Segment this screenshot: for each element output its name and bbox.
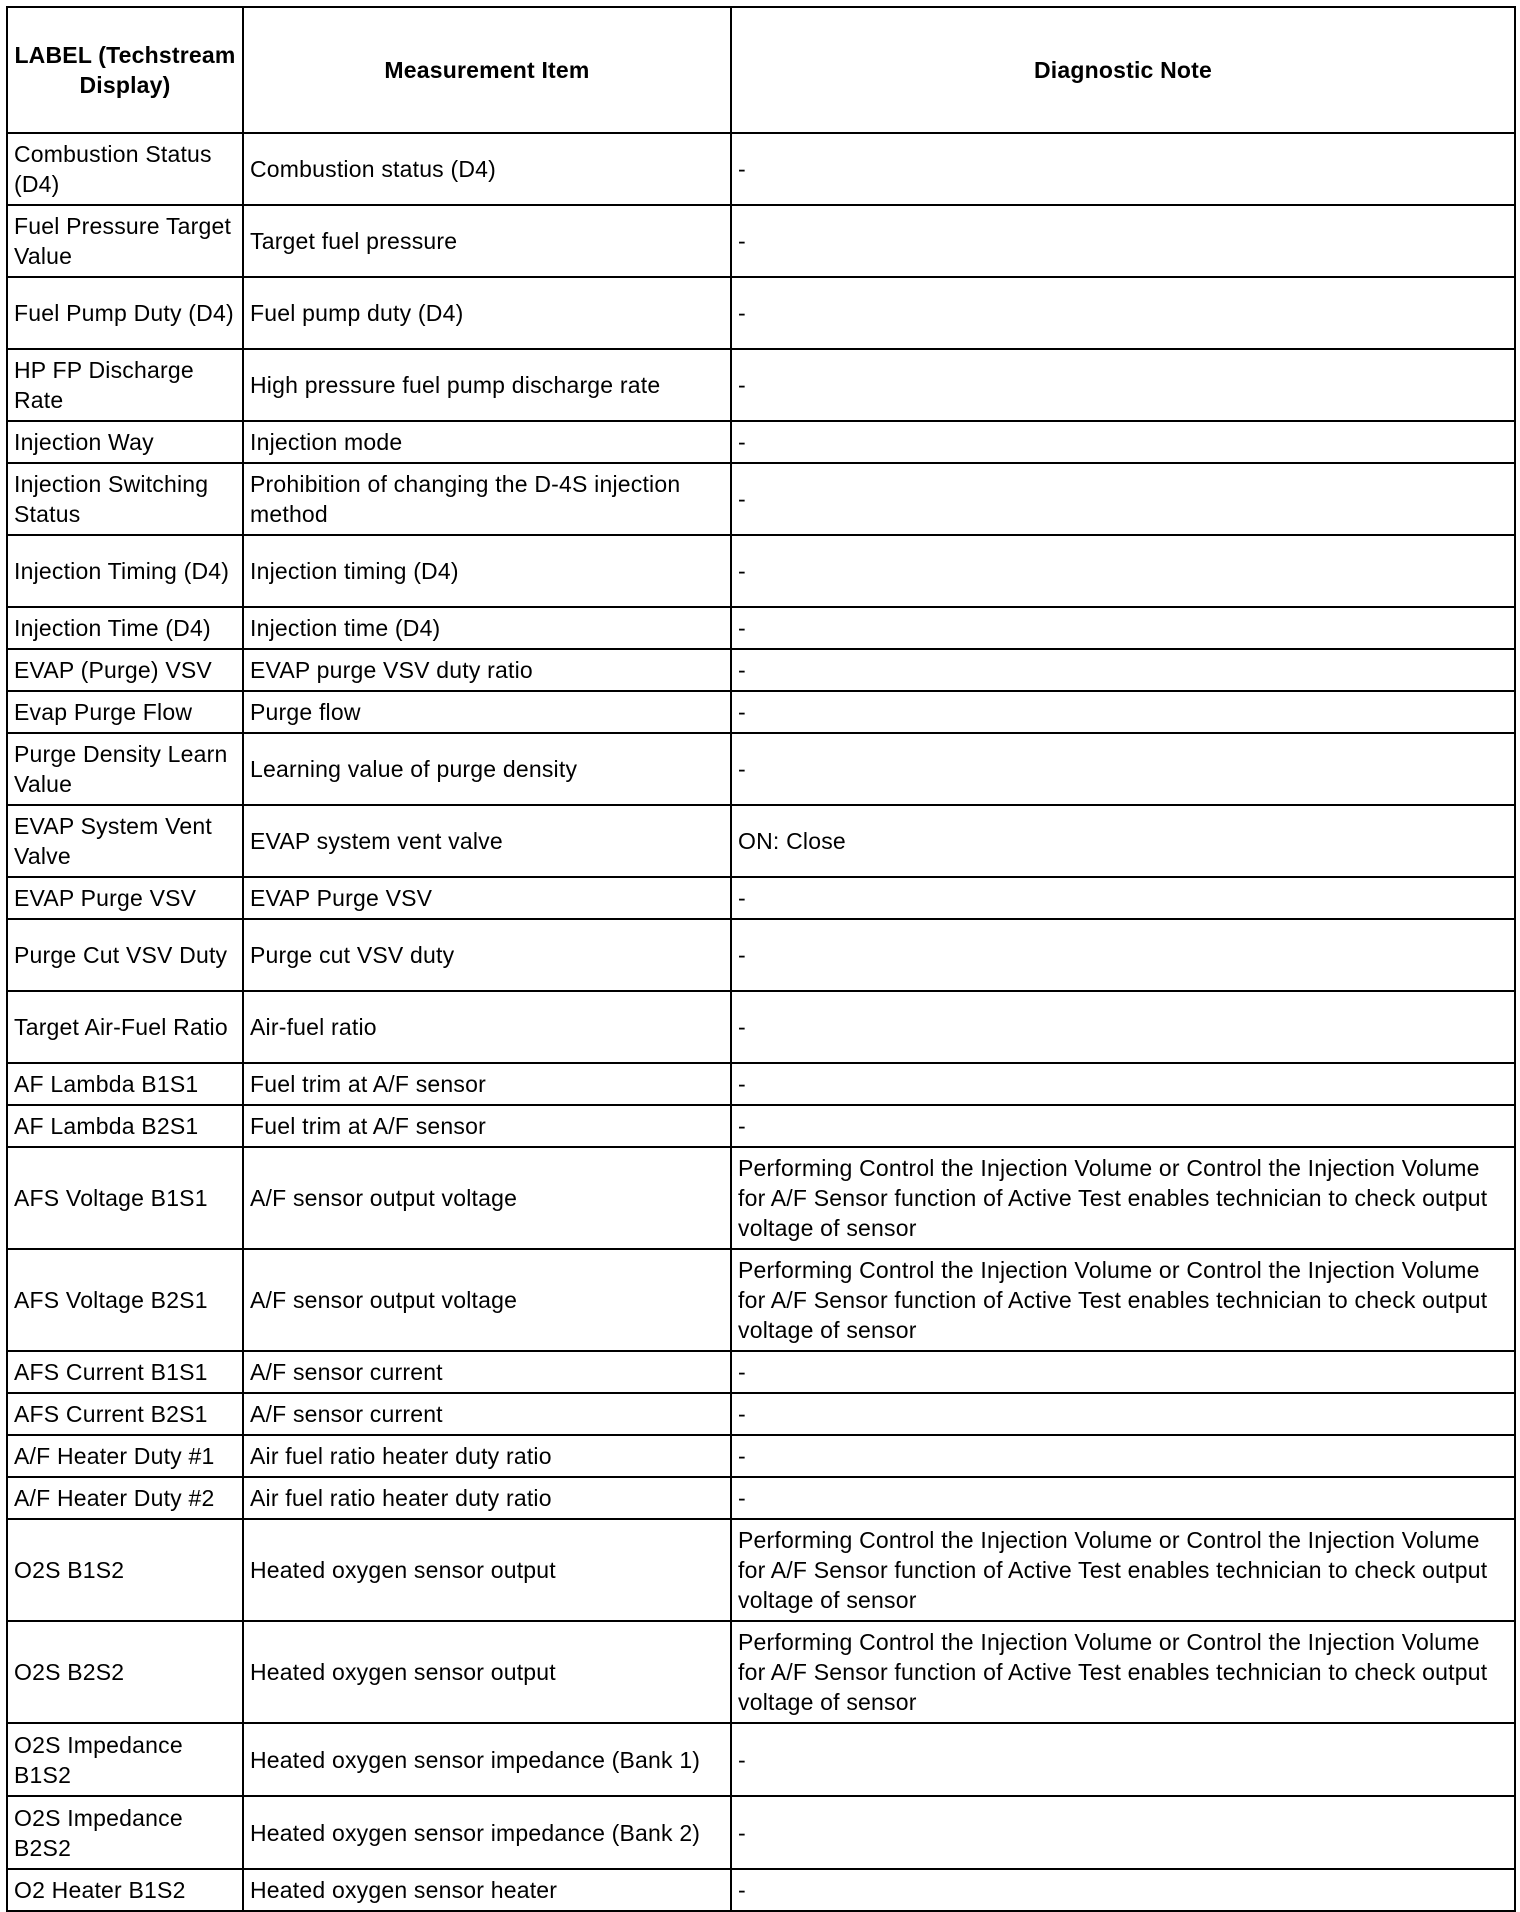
- table-row: [7, 1351, 1515, 1393]
- table-row: [7, 1063, 1515, 1105]
- measurement-item-cell: Air fuel ratio heater duty ratio: [243, 1477, 731, 1519]
- label-cell: Target Air-Fuel Ratio: [7, 991, 243, 1063]
- table-row: [7, 1249, 1515, 1351]
- label-cell: O2S Impedance B2S2: [7, 1796, 243, 1869]
- diagnostic-note-cell: -: [731, 607, 1515, 649]
- measurement-item-cell: A/F sensor output voltage: [243, 1249, 731, 1351]
- label-cell: Fuel Pressure Target Value: [7, 205, 243, 277]
- table-row: [7, 877, 1515, 919]
- measurement-item-cell: Purge cut VSV duty: [243, 919, 731, 991]
- table-row: [7, 1147, 1515, 1249]
- label-cell: O2S Impedance B1S2: [7, 1723, 243, 1796]
- measurement-item-cell: Fuel trim at A/F sensor: [243, 1063, 731, 1105]
- table-row: [7, 133, 1515, 205]
- label-cell: AFS Voltage B2S1: [7, 1249, 243, 1351]
- diagnostic-note-cell: -: [731, 691, 1515, 733]
- label-cell: HP FP Discharge Rate: [7, 349, 243, 421]
- table-row: [7, 1435, 1515, 1477]
- label-cell: A/F Heater Duty #1: [7, 1435, 243, 1477]
- label-cell: AF Lambda B2S1: [7, 1105, 243, 1147]
- measurement-item-cell: A/F sensor current: [243, 1351, 731, 1393]
- table-row: [7, 421, 1515, 463]
- table-row: [7, 649, 1515, 691]
- diagnostic-note-cell: Performing Control the Injection Volume or Control the Injection Volume for A/F Sensor function of Active Test enables technician to check output voltage of sensor: [731, 1621, 1515, 1723]
- label-cell: O2S B2S2: [7, 1621, 243, 1723]
- table-row: [7, 535, 1515, 607]
- table-row: [7, 691, 1515, 733]
- header-label: LABEL (Techstream Display): [7, 7, 243, 133]
- table-row: [7, 919, 1515, 991]
- label-cell: AFS Current B2S1: [7, 1393, 243, 1435]
- table-row: [7, 1477, 1515, 1519]
- measurement-item-cell: Fuel pump duty (D4): [243, 277, 731, 349]
- label-cell: AFS Voltage B1S1: [7, 1147, 243, 1249]
- diagnostic-note-cell: -: [731, 649, 1515, 691]
- measurement-item-cell: Prohibition of changing the D-4S injection method: [243, 463, 731, 535]
- measurement-item-cell: Fuel trim at A/F sensor: [243, 1105, 731, 1147]
- table-row: [7, 1393, 1515, 1435]
- label-cell: EVAP System Vent Valve: [7, 805, 243, 877]
- diagnostic-note-cell: -: [731, 733, 1515, 805]
- measurement-item-cell: Heated oxygen sensor heater: [243, 1869, 731, 1911]
- label-cell: EVAP Purge VSV: [7, 877, 243, 919]
- header-diagnostic-note: Diagnostic Note: [731, 7, 1515, 133]
- label-cell: Injection Switching Status: [7, 463, 243, 535]
- measurement-item-cell: EVAP Purge VSV: [243, 877, 731, 919]
- label-cell: Fuel Pump Duty (D4): [7, 277, 243, 349]
- label-cell: O2 Heater B1S2: [7, 1869, 243, 1911]
- measurement-item-cell: Learning value of purge density: [243, 733, 731, 805]
- label-cell: O2S B1S2: [7, 1519, 243, 1621]
- label-cell: Purge Cut VSV Duty: [7, 919, 243, 991]
- diagnostic-note-cell: -: [731, 1351, 1515, 1393]
- measurement-item-cell: Heated oxygen sensor impedance (Bank 1): [243, 1723, 731, 1796]
- diagnostic-note-cell: -: [731, 1796, 1515, 1869]
- measurement-item-cell: Air-fuel ratio: [243, 991, 731, 1063]
- diagnostic-note-cell: -: [731, 1105, 1515, 1147]
- label-cell: Injection Timing (D4): [7, 535, 243, 607]
- label-cell: Injection Way: [7, 421, 243, 463]
- diagnostic-note-cell: ON: Close: [731, 805, 1515, 877]
- table-header-row: [7, 7, 1515, 133]
- label-cell: Evap Purge Flow: [7, 691, 243, 733]
- measurement-item-cell: Injection mode: [243, 421, 731, 463]
- measurement-item-cell: EVAP purge VSV duty ratio: [243, 649, 731, 691]
- table-row: [7, 991, 1515, 1063]
- diagnostic-note-cell: Performing Control the Injection Volume or Control the Injection Volume for A/F Sensor function of Active Test enables technician to check output voltage of sensor: [731, 1519, 1515, 1621]
- table-row: [7, 1621, 1515, 1723]
- diagnostic-note-cell: -: [731, 421, 1515, 463]
- label-cell: A/F Heater Duty #2: [7, 1477, 243, 1519]
- diagnostic-note-cell: -: [731, 277, 1515, 349]
- diagnostic-note-cell: -: [731, 535, 1515, 607]
- table-row: [7, 463, 1515, 535]
- measurement-item-cell: Combustion status (D4): [243, 133, 731, 205]
- diagnostic-note-cell: Performing Control the Injection Volume or Control the Injection Volume for A/F Sensor function of Active Test enables technician to check output voltage of sensor: [731, 1249, 1515, 1351]
- diagnostic-note-cell: -: [731, 463, 1515, 535]
- label-cell: AFS Current B1S1: [7, 1351, 243, 1393]
- measurement-item-cell: Heated oxygen sensor impedance (Bank 2): [243, 1796, 731, 1869]
- data-list-table: [6, 6, 1516, 1912]
- label-cell: EVAP (Purge) VSV: [7, 649, 243, 691]
- measurement-item-cell: EVAP system vent valve: [243, 805, 731, 877]
- measurement-item-cell: Injection time (D4): [243, 607, 731, 649]
- measurement-item-cell: A/F sensor current: [243, 1393, 731, 1435]
- diagnostic-note-cell: -: [731, 1869, 1515, 1911]
- table-row: [7, 277, 1515, 349]
- table-row: [7, 1796, 1515, 1869]
- header-measurement-item: Measurement Item: [243, 7, 731, 133]
- table-row: [7, 1869, 1515, 1911]
- measurement-item-cell: Target fuel pressure: [243, 205, 731, 277]
- measurement-item-cell: Injection timing (D4): [243, 535, 731, 607]
- table-row: [7, 1105, 1515, 1147]
- table-row: [7, 607, 1515, 649]
- diagnostic-note-cell: -: [731, 133, 1515, 205]
- measurement-item-cell: A/F sensor output voltage: [243, 1147, 731, 1249]
- diagnostic-note-cell: -: [731, 919, 1515, 991]
- diagnostic-note-cell: -: [731, 349, 1515, 421]
- diagnostic-note-cell: -: [731, 1063, 1515, 1105]
- table-row: [7, 349, 1515, 421]
- diagnostic-note-cell: -: [731, 1723, 1515, 1796]
- diagnostic-note-cell: -: [731, 205, 1515, 277]
- table-row: [7, 1723, 1515, 1796]
- measurement-item-cell: High pressure fuel pump discharge rate: [243, 349, 731, 421]
- label-cell: Purge Density Learn Value: [7, 733, 243, 805]
- diagnostic-note-cell: -: [731, 1393, 1515, 1435]
- diagnostic-note-cell: Performing Control the Injection Volume or Control the Injection Volume for A/F Sensor function of Active Test enables technician to check output voltage of sensor: [731, 1147, 1515, 1249]
- measurement-item-cell: Purge flow: [243, 691, 731, 733]
- diagnostic-note-cell: -: [731, 1477, 1515, 1519]
- label-cell: AF Lambda B1S1: [7, 1063, 243, 1105]
- table-row: [7, 205, 1515, 277]
- document-page: [6, 6, 1514, 1912]
- diagnostic-note-cell: -: [731, 991, 1515, 1063]
- table-row: [7, 805, 1515, 877]
- measurement-item-cell: Heated oxygen sensor output: [243, 1519, 731, 1621]
- label-cell: Combustion Status (D4): [7, 133, 243, 205]
- measurement-item-cell: Heated oxygen sensor output: [243, 1621, 731, 1723]
- table-row: [7, 1519, 1515, 1621]
- diagnostic-note-cell: -: [731, 1435, 1515, 1477]
- label-cell: Injection Time (D4): [7, 607, 243, 649]
- measurement-item-cell: Air fuel ratio heater duty ratio: [243, 1435, 731, 1477]
- table-row: [7, 733, 1515, 805]
- diagnostic-note-cell: -: [731, 877, 1515, 919]
